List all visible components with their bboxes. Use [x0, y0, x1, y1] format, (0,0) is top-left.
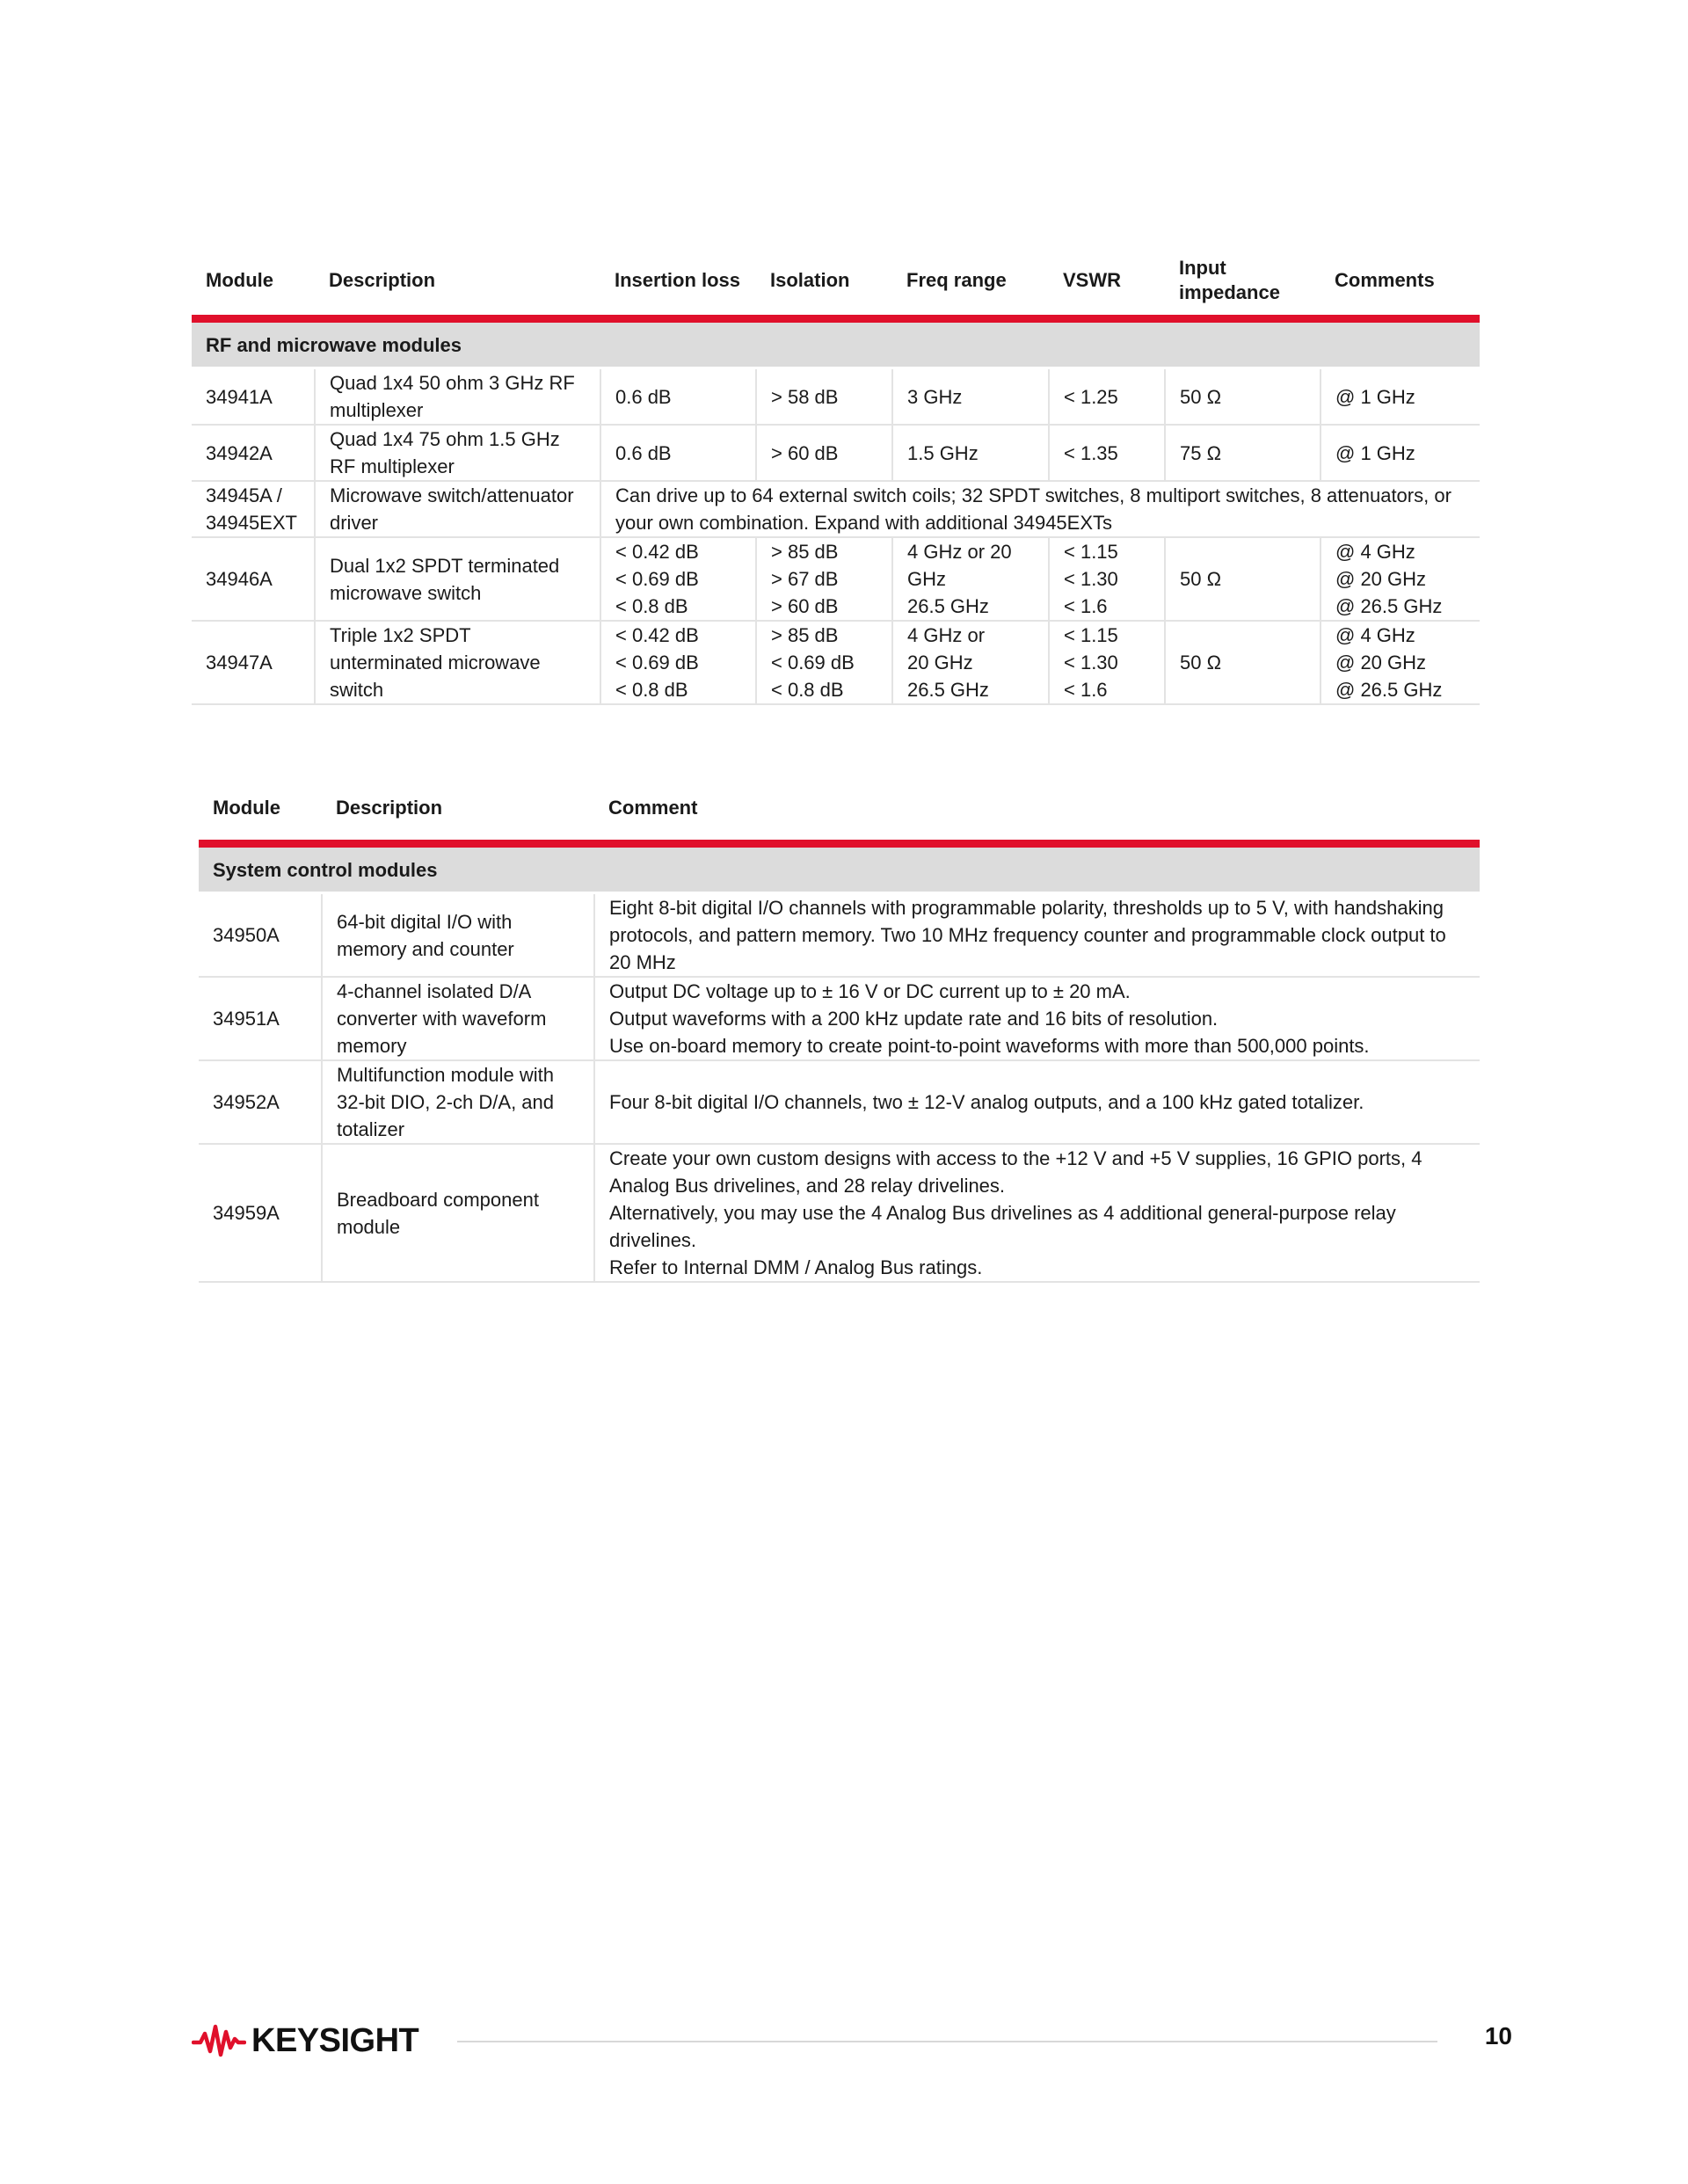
insertion-loss-cell: 0.6 dB [600, 368, 756, 426]
impedance-cell: 50 Ω [1165, 621, 1321, 704]
description-cell: Quad 1x4 75 ohm 1.5 GHz RF multiplexer [315, 425, 600, 481]
value-line: 26.5 GHz [907, 679, 989, 701]
freq-range-cell: 3 GHz [892, 368, 1049, 426]
comment-cell [594, 977, 1480, 1060]
header-module: Module [192, 246, 315, 319]
description-cell: Quad 1x4 50 ohm 3 GHz RF multiplexer [315, 368, 600, 426]
value-line: @ 20 GHz [1335, 652, 1427, 673]
value-line: < 1.6 [1064, 679, 1108, 701]
value-line: < 1.30 [1064, 568, 1118, 590]
module-cell: 34947A [192, 621, 315, 704]
value-line: @ 26.5 GHz [1335, 595, 1443, 617]
system-modules-table [199, 776, 1480, 1283]
impedance-cell: 50 Ω [1165, 537, 1321, 621]
module-cell: 34951A [199, 977, 322, 1060]
description-cell: Triple 1x2 SPDT unterminated microwave switch [315, 621, 600, 704]
value-line: > 60 dB [771, 595, 839, 617]
value-line: @ 20 GHz [1335, 568, 1427, 590]
module-cell: 34959A [199, 1144, 322, 1282]
value-line: 26.5 GHz [907, 595, 989, 617]
table-row [199, 1144, 1480, 1282]
header-module: Module [199, 776, 322, 844]
module-cell: 34941A [192, 368, 315, 426]
insertion-loss-cell: 0.6 dB [600, 425, 756, 481]
table-row [192, 481, 1480, 537]
section-title: System control modules [199, 844, 1480, 893]
isolation-cell: > 58 dB [756, 368, 892, 426]
header-comments: Comments [1321, 246, 1480, 319]
description-cell: 64-bit digital I/O with memory and counter [322, 893, 594, 978]
rf-modules-table [192, 246, 1480, 705]
value-line: > 85 dB [771, 541, 839, 563]
header-input-impedance: Input impedance [1165, 246, 1321, 319]
header-freq-range: Freq range [892, 246, 1049, 319]
table-row [199, 1060, 1480, 1144]
value-line: < 1.15 [1064, 541, 1118, 563]
description-cell: 4-channel isolated D/A converter with waveform memory [322, 977, 594, 1060]
isolation-cell [756, 621, 892, 704]
table-row [192, 425, 1480, 481]
freq-range-cell [892, 537, 1049, 621]
vswr-cell [1049, 621, 1165, 704]
comment-line: Create your own custom designs with access to the +12 V and +5 V supplies, 16 GPIO ports, 4 Analog Bus drivelines, and 28 relay drivelines. [609, 1147, 1422, 1197]
keysight-logo [192, 2019, 418, 2063]
value-line: < 0.8 dB [615, 595, 688, 617]
table-row [199, 893, 1480, 978]
spanning-comment-cell: Can drive up to 64 external switch coils; 32 SPDT switches, 8 multiport switches, 8 attenuators, or your own combination. Expand with additional 34945EXTs [600, 481, 1480, 537]
value-line: < 0.69 dB [615, 568, 699, 590]
table-header-row [192, 246, 1480, 319]
value-line: > 67 dB [771, 568, 839, 590]
module-cell: 34950A [199, 893, 322, 978]
value-line: @ 4 GHz [1335, 624, 1415, 646]
vswr-cell: < 1.25 [1049, 368, 1165, 426]
isolation-cell [756, 537, 892, 621]
value-line: GHz [907, 568, 946, 590]
table-row [192, 368, 1480, 426]
impedance-cell: 50 Ω [1165, 368, 1321, 426]
value-line: < 0.8 dB [615, 679, 688, 701]
header-isolation: Isolation [756, 246, 892, 319]
comments-cell [1321, 621, 1480, 704]
value-line: < 0.42 dB [615, 541, 699, 563]
comment-cell [594, 1060, 1480, 1144]
freq-range-cell [892, 621, 1049, 704]
header-insertion-loss: Insertion loss [600, 246, 756, 319]
header-comment: Comment [594, 776, 1480, 844]
comment-line: Refer to Internal DMM / Analog Bus ratings. [609, 1256, 983, 1278]
module-cell: 34945A / 34945EXT [192, 481, 315, 537]
comment-cell [594, 893, 1480, 978]
value-line: < 0.69 dB [771, 652, 855, 673]
table-row [199, 977, 1480, 1060]
value-line: < 1.15 [1064, 624, 1118, 646]
comment-line: Output DC voltage up to ± 16 V or DC current up to ± 20 mA. [609, 980, 1131, 1002]
value-line: 20 GHz [907, 652, 973, 673]
comment-line: Eight 8-bit digital I/O channels with programmable polarity, thresholds up to 5 V, with handshaking protocols, and pattern memory. Two 10 MHz frequency counter and programmable clock output to 20 MHz [609, 897, 1446, 973]
table-row [192, 537, 1480, 621]
freq-range-cell: 1.5 GHz [892, 425, 1049, 481]
description-cell: Microwave switch/attenuator driver [315, 481, 600, 537]
comment-line: Output waveforms with a 200 kHz update rate and 16 bits of resolution. [609, 1008, 1219, 1030]
footer-divider [457, 2041, 1437, 2042]
keysight-wave-icon [192, 2023, 246, 2058]
comment-line: Use on-board memory to create point-to-point waveforms with more than 500,000 points. [609, 1035, 1370, 1057]
brand-name: KEYSIGHT [251, 2021, 419, 2059]
module-cell: 34946A [192, 537, 315, 621]
value-line: < 0.42 dB [615, 624, 699, 646]
header-description: Description [322, 776, 594, 844]
description-cell: Multifunction module with 32-bit DIO, 2-ch D/A, and totalizer [322, 1060, 594, 1144]
table-header-row [199, 776, 1480, 844]
insertion-loss-cell [600, 621, 756, 704]
value-line: 4 GHz or [907, 624, 986, 646]
header-vswr: VSWR [1049, 246, 1165, 319]
value-line: < 0.69 dB [615, 652, 699, 673]
vswr-cell: < 1.35 [1049, 425, 1165, 481]
section-title: RF and microwave modules [192, 319, 1480, 368]
value-line: @ 4 GHz [1335, 541, 1415, 563]
module-cell: 34952A [199, 1060, 322, 1144]
page-number: 10 [1484, 2022, 1512, 2049]
description-cell: Dual 1x2 SPDT terminated microwave switch [315, 537, 600, 621]
comments-cell: @ 1 GHz [1321, 425, 1480, 481]
comments-cell [1321, 537, 1480, 621]
comment-cell [594, 1144, 1480, 1282]
value-line: < 1.30 [1064, 652, 1118, 673]
section-row [192, 319, 1480, 368]
comments-cell: @ 1 GHz [1321, 368, 1480, 426]
description-cell: Breadboard component module [322, 1144, 594, 1282]
vswr-cell [1049, 537, 1165, 621]
impedance-cell: 75 Ω [1165, 425, 1321, 481]
header-description: Description [315, 246, 600, 319]
insertion-loss-cell [600, 537, 756, 621]
value-line: 4 GHz or 20 [907, 541, 1012, 563]
value-line: < 0.8 dB [771, 679, 844, 701]
comment-line: Four 8-bit digital I/O channels, two ± 12-V analog outputs, and a 100 kHz gated totalizer. [609, 1091, 1364, 1113]
value-line: @ 26.5 GHz [1335, 679, 1443, 701]
value-line: > 85 dB [771, 624, 839, 646]
table-row [192, 621, 1480, 704]
isolation-cell: > 60 dB [756, 425, 892, 481]
value-line: < 1.6 [1064, 595, 1108, 617]
module-cell: 34942A [192, 425, 315, 481]
comment-line: Alternatively, you may use the 4 Analog Bus drivelines as 4 additional general-purpose relay drivelines. [609, 1202, 1396, 1251]
section-row [199, 844, 1480, 893]
